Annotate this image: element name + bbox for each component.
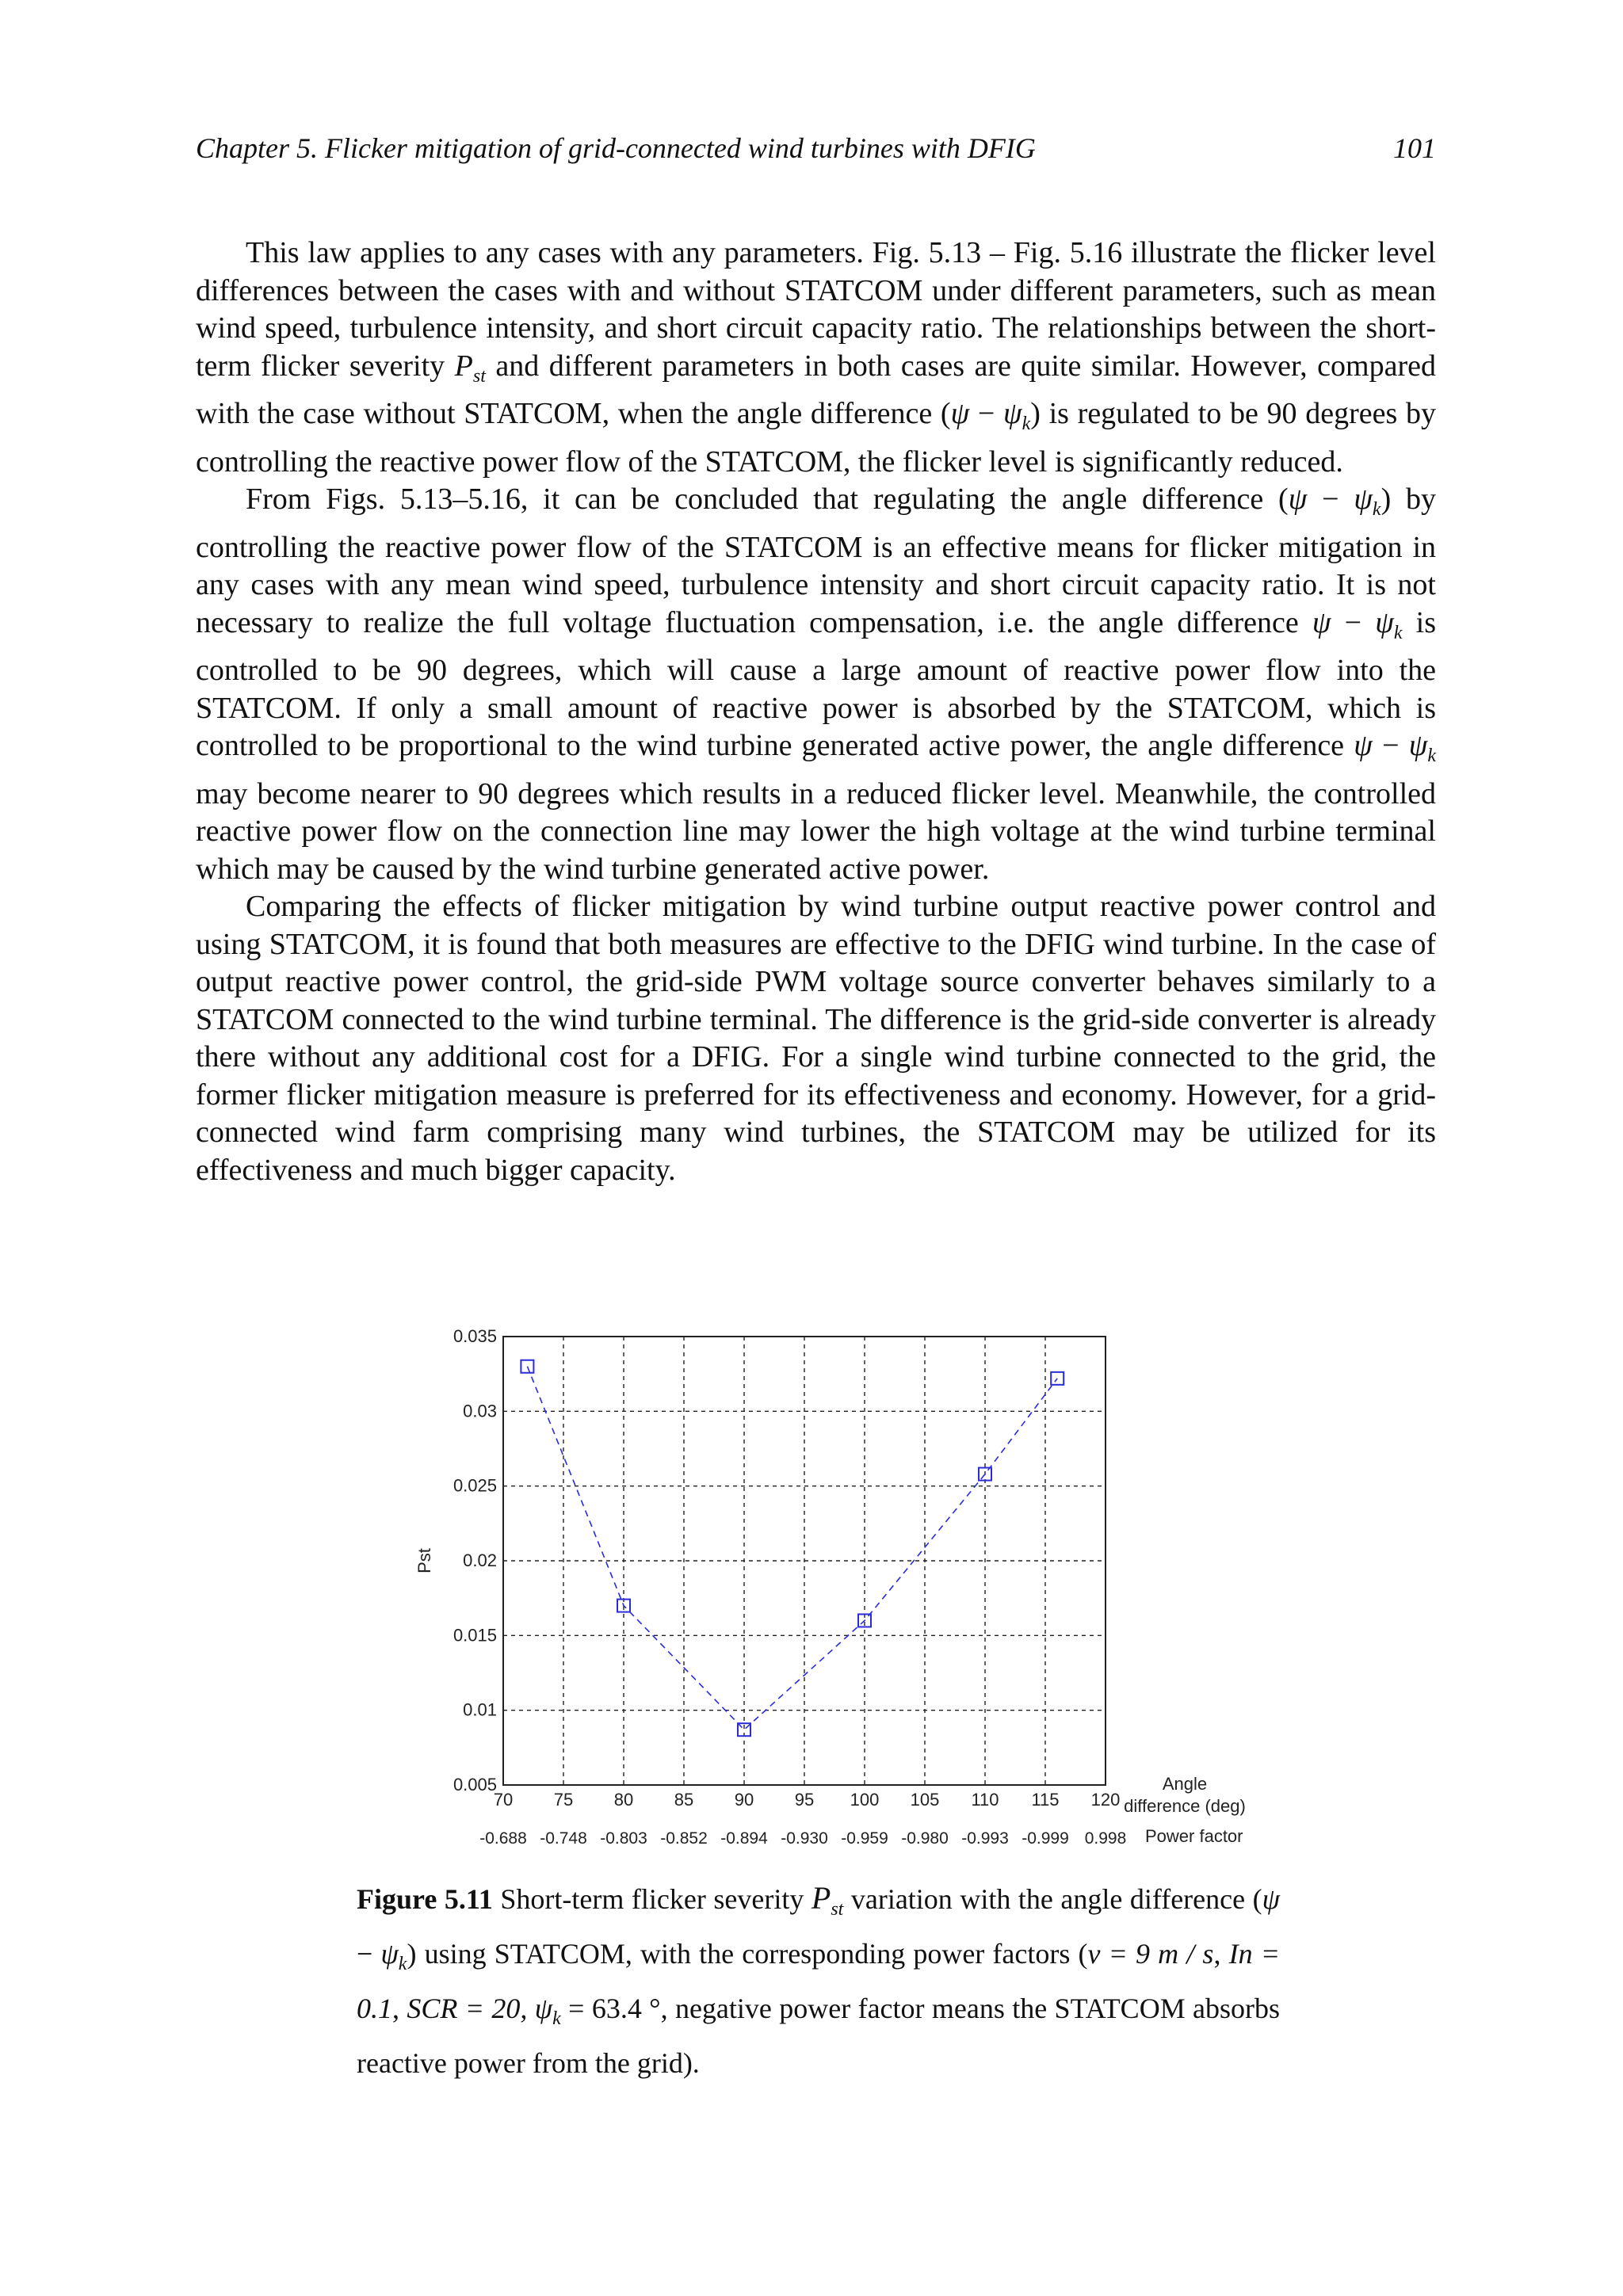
- minus-symbol: −: [969, 397, 1003, 430]
- power-factor-value: -0.852: [660, 1829, 708, 1848]
- p2-text-1: From Figs. 5.13–5.16, it can be concluded that regulating the angle difference (: [246, 482, 1289, 516]
- x-tick-label: 70: [493, 1790, 514, 1810]
- y-tick-label: 0.02: [463, 1550, 497, 1570]
- body-text: [196, 235, 1436, 1189]
- y-tick-label: 0.025: [453, 1475, 497, 1496]
- x-axis-label-line1: Angle: [1162, 1774, 1208, 1794]
- y-tick-label: 0.015: [453, 1625, 497, 1646]
- p1-text-3: ) is regulated to be 90 degrees by controlling the reactive power flow of the STATCOM, the flicker level is significantly reduced.: [196, 397, 1436, 479]
- power-factor-value: -0.980: [901, 1829, 949, 1848]
- x-tick-label: 105: [910, 1790, 940, 1810]
- power-factor-value: -0.999: [1022, 1829, 1069, 1848]
- y-tick-label: 0.01: [463, 1699, 497, 1720]
- series-markers: [521, 1360, 1064, 1736]
- p2-text-2: ) by controlling the reactive power flow of the STATCOM is an effective means for flicker mitigation in any cases with any mean wind speed, turbulence intensity and short circuit capacity ratio. It is not necessary to realize the full voltage fluctuation compensation, i.e. the angle difference: [196, 482, 1437, 639]
- chapter-title: Chapter 5. Flicker mitigation of grid-connected wind turbines with DFIG: [196, 132, 1036, 164]
- caption-scr-eq: SCR = 20,: [407, 1993, 528, 2024]
- k-subscript: k: [1022, 414, 1031, 434]
- psi-k-symbol: ψ: [1003, 397, 1022, 430]
- x-tick-label: 85: [674, 1790, 694, 1810]
- x-tick-label: 75: [553, 1790, 574, 1810]
- figure-5-11-chart: [396, 1307, 1268, 1848]
- x-tick-label: 95: [794, 1790, 815, 1810]
- p2-text-4: may become nearer to 90 degrees which results in a reduced flicker level. Meanwhile, the controlled reactive power flow on the connection line may lower the high voltage at the wind turbine terminal which may be caused by the wind turbine generated active power.: [196, 776, 1436, 886]
- x-tick-labels: [494, 1790, 1121, 1810]
- x-tick-label: 90: [734, 1790, 754, 1810]
- caption-text-4: , negative power factor means the STATCOM absorbs reactive power from the grid).: [357, 1993, 1281, 2079]
- psi-symbol: ψ: [950, 397, 970, 430]
- x-tick-label: 100: [850, 1790, 880, 1810]
- y-tick-label: 0.005: [453, 1775, 497, 1794]
- power-factor-label: Power factor: [1145, 1826, 1243, 1846]
- y-tick-label: 0.03: [463, 1401, 497, 1421]
- series-line-pst: [527, 1367, 1057, 1730]
- p2-text-3: is controlled to be 90 degrees, which will cause a large amount of reactive power flow into the STATCOM. If only a small amount of reactive power is absorbed by the STATCOM, which is controlled to be proportional to the wind turbine generated active power, the angle difference: [196, 605, 1436, 762]
- pst-subscript: st: [472, 365, 486, 387]
- x-axis-label-line2: difference (deg): [1124, 1796, 1246, 1816]
- caption-psik-eq: = 63.4 °: [560, 1993, 661, 2024]
- caption-in-eq: In = 0.1: [357, 1938, 1281, 2024]
- caption-text-1: Short-term flicker severity: [492, 1883, 812, 1915]
- x-tick-label: 115: [1031, 1790, 1060, 1810]
- pst-symbol: P: [454, 349, 473, 383]
- p1-text-1: This law applies to any cases with any parameters. Fig. 5.13 – Fig. 5.16 illustrate the flicker level differences between the cases with and without STATCOM under different parameters, such as mean wind speed, turbulence intensity, and short circuit capacity ratio. The relationships between the short-term flicker severity: [196, 236, 1436, 383]
- power-factor-value: -0.993: [961, 1829, 1009, 1848]
- power-factor-value: -0.748: [540, 1829, 587, 1848]
- caption-comma-2: ,: [392, 1993, 407, 2024]
- chart-grid: [503, 1337, 1106, 1785]
- power-factor-value: -0.803: [600, 1829, 647, 1848]
- caption-text-2: variation with the angle difference (: [843, 1883, 1262, 1915]
- paragraph-2: From Figs. 5.13–5.16, it can be concluded that regulating the angle difference $(\psi - \psi_k)$ by controlling the reactive power flow of the STATCOM is an effective means for flicker mitigation in any cases with any mean wind speed, turbulence intensity and short circuit capacity ratio. It is not necessary to realize the full voltage fluctuation compensation, i.e. the angle difference $\psi - \psi_k$ is controlled to be 90 degrees, which will cause a large amount of reactive power flow into the STATCOM. If only a small amount of reactive power is absorbed by the STATCOM, which is controlled to be proportional to the wind turbine generated active power, the angle difference $\psi - \psi_k$ may become nearer to 90 degrees which results in a reduced flicker level. Meanwhile, the controlled reactive power flow on the connection line may lower the high voltage at the wind turbine terminal which may be caused by the wind turbine generated active power.: [196, 482, 1437, 886]
- power-factor-value: -0.894: [720, 1829, 768, 1848]
- pst-chart-svg: [396, 1307, 1268, 1848]
- caption-comma-1: ,: [1213, 1938, 1229, 1970]
- y-axis-label: Pst: [414, 1548, 434, 1573]
- power-factor-value: -0.688: [479, 1829, 527, 1848]
- paragraph-3: Comparing the effects of flicker mitigation by wind turbine output reactive power control and using STATCOM, it is found that both measures are effective to the DFIG wind turbine. In the case of output reactive power control, the grid-side PWM voltage source converter behaves similarly to a STATCOM connected to the wind turbine terminal. The difference is the grid-side converter is already there without any additional cost for a DFIG. For a single wind turbine connected to the grid, the former flicker mitigation measure is preferred for its effectiveness and economy. However, for a grid-connected wind farm comprising many wind turbines, the STATCOM may be utilized for its effectiveness and much bigger capacity.: [196, 890, 1436, 1187]
- x-tick-label: 120: [1090, 1790, 1121, 1810]
- page-header: [196, 132, 1436, 171]
- p1-text-2: and different parameters in both cases are quite similar. However, compared with the case without STATCOM, when the angle difference (: [196, 349, 1436, 430]
- caption-label: Figure 5.11: [357, 1883, 493, 1915]
- y-tick-labels: [453, 1326, 497, 1794]
- power-factor-value: -0.930: [781, 1829, 828, 1848]
- power-factor-value: -0.959: [841, 1829, 888, 1848]
- x-tick-label: 110: [971, 1790, 999, 1810]
- figure-caption: Figure 5.11 Short-term flicker severity $P_{st}$ variation with the angle difference $(\psi - \psi_k)$ using STATCOM, with the corresponding power factors (v = 9 m / s, In = 0.1, SCR = 20, $\psi_k = 63.4$ °, negative power factor means the STATCOM absorbs reactive power from the grid).: [357, 1880, 1281, 2079]
- page-number: 101: [1393, 132, 1436, 164]
- caption-text-3: ) using STATCOM, with the corresponding power factors (: [407, 1938, 1088, 1970]
- power-factor-value: 0.998: [1084, 1829, 1127, 1848]
- y-tick-label: 0.035: [453, 1326, 497, 1346]
- paragraph-1: [196, 235, 1436, 481]
- power-factor-labels: [479, 1829, 1126, 1848]
- caption-v-eq: v = 9 m / s: [1087, 1938, 1214, 1970]
- x-tick-label: 80: [613, 1790, 634, 1810]
